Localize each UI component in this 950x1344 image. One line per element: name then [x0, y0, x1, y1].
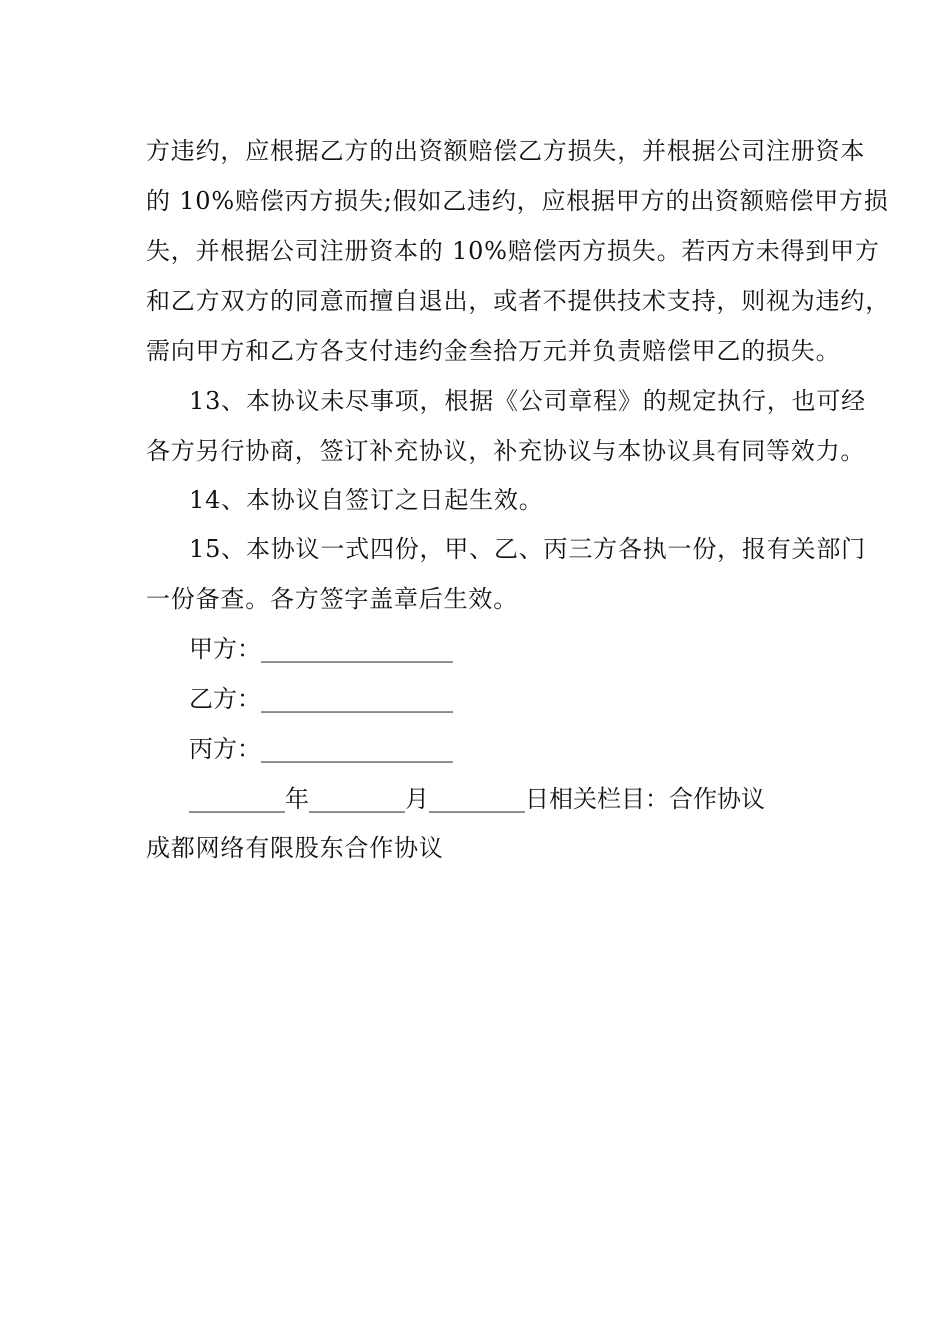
clause-13-line-2: 各方另行协商，签订补充协议，补充协议与本协议具有同等效力。 — [146, 437, 866, 465]
related-title: 成都网络有限股东合作协议 — [146, 834, 444, 862]
clause-15-line-2: 一份备查。各方签字盖章后生效。 — [146, 585, 518, 613]
date-line: ________年________月________日相关栏目：合作协议 — [189, 785, 765, 813]
paragraph-1-line-5: 需向甲方和乙方各支付违约金叁拾万元并负责赔偿甲乙的损失。 — [146, 337, 841, 365]
paragraph-1-line-3: 失，并根据公司注册资本的 10%赔偿丙方损失。若丙方未得到甲方 — [146, 237, 880, 265]
clause-13-line-1: 13、本协议未尽事项，根据《公司章程》的规定执行，也可经 — [189, 387, 866, 415]
clause-15-line-1: 15、本协议一式四份，甲、乙、丙三方各执一份，报有关部门 — [189, 535, 866, 563]
paragraph-1-line-4: 和乙方双方的同意而擅自退出，或者不提供技术支持，则视为违约， — [146, 287, 890, 315]
signature-party-c: 丙方：________________ — [189, 735, 453, 763]
clause-14: 14、本协议自签订之日起生效。 — [189, 486, 544, 514]
paragraph-1-line-1: 方违约，应根据乙方的出资额赔偿乙方损失，并根据公司注册资本 — [146, 137, 866, 165]
paragraph-1-line-2: 的 10%赔偿丙方损失;假如乙违约，应根据甲方的出资额赔偿甲方损 — [146, 187, 889, 215]
signature-party-a: 甲方：________________ — [189, 635, 453, 663]
signature-party-b: 乙方：________________ — [189, 685, 453, 713]
